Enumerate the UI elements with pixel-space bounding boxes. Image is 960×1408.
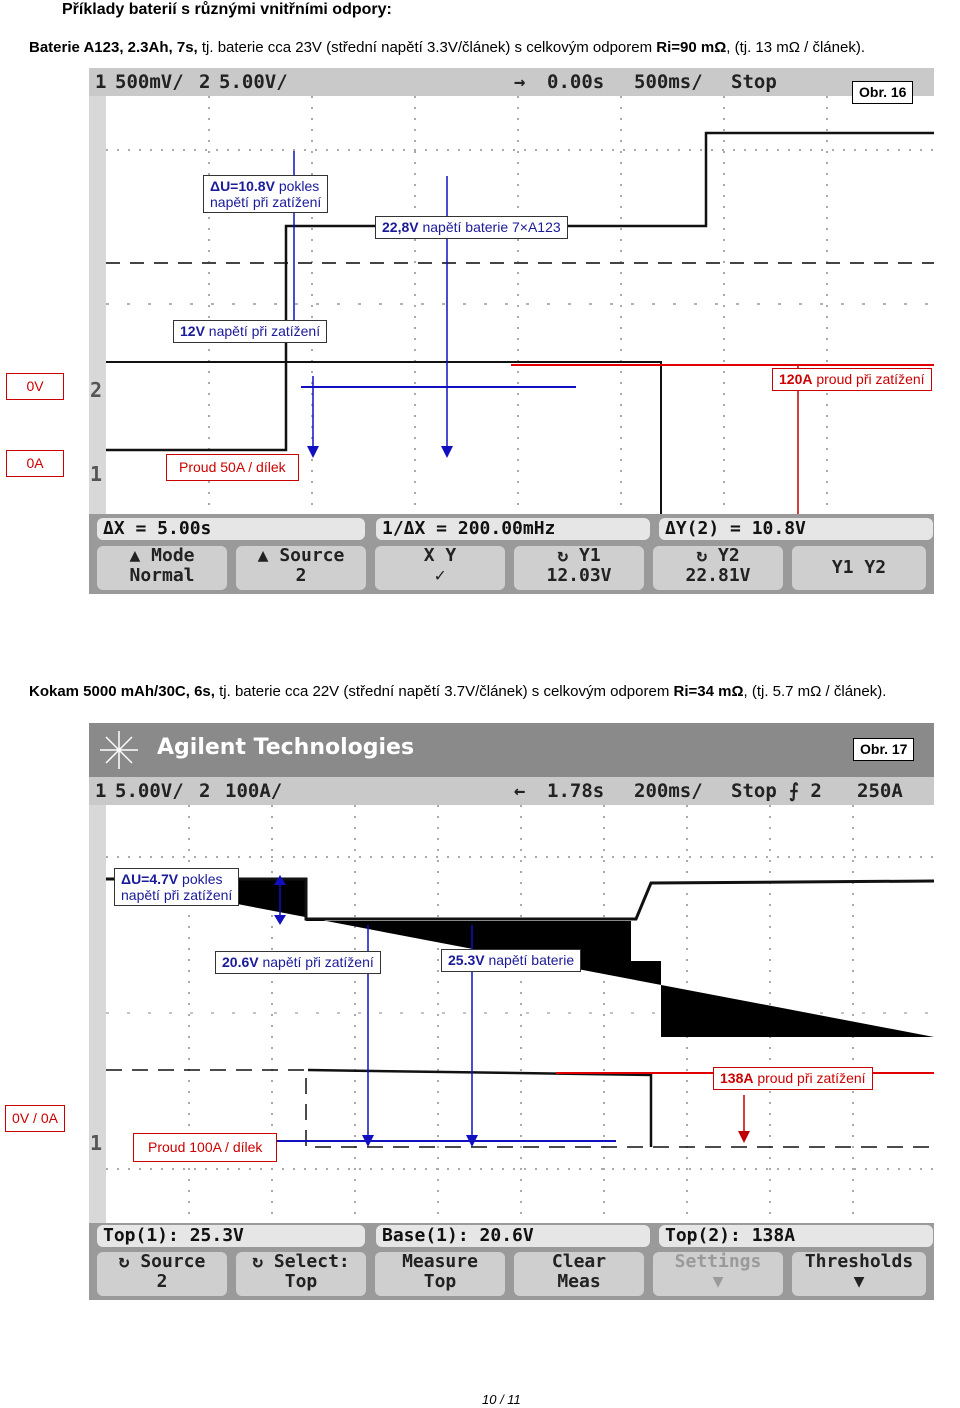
- softkey-y2[interactable]: [653, 546, 783, 590]
- ch1-scale: 5.00V/: [115, 780, 184, 802]
- softkey-value: 2: [156, 1271, 168, 1292]
- ch2-ground-marker: 2: [90, 378, 103, 402]
- trigger-source: ⨍ 2: [789, 780, 822, 802]
- softkey-value: Top: [423, 1271, 457, 1292]
- drop-text-2: napětí při zatížení: [121, 887, 233, 903]
- annot-battery-voltage: [375, 216, 568, 239]
- softkey-value: Meas: [557, 1271, 601, 1292]
- caption-resistance: Ri=90 mΩ: [656, 39, 727, 56]
- measurement-panel: [89, 1223, 934, 1300]
- caption-description: tj. baterie cca 22V (střední napětí 3.7V/článek) s celkovým odporem: [214, 683, 674, 700]
- softkey-value: 2: [295, 565, 307, 586]
- softkey-settings[interactable]: [653, 1252, 783, 1296]
- softkey-measure[interactable]: [375, 1252, 505, 1296]
- softkey-label: Y1 Y2: [831, 557, 887, 578]
- drop-text-2: napětí při zatížení: [210, 194, 322, 210]
- ch2-number: 2: [199, 71, 211, 93]
- ch1-number: 1: [95, 780, 107, 802]
- softkey-label: ↻ Y1: [557, 545, 601, 566]
- ch2-number: 2: [199, 780, 211, 802]
- softkey-label: Settings: [674, 1251, 762, 1272]
- softkey-label: X Y: [423, 545, 457, 566]
- drop-value: ΔU=10.8V: [210, 178, 275, 194]
- measurement-top-1: Top(1): 25.3V: [97, 1225, 365, 1247]
- caption-resistance: Ri=34 mΩ: [673, 683, 744, 700]
- oscilloscope-screen-2: [89, 723, 934, 1300]
- measurement-top-2: Top(2): 138A: [659, 1225, 933, 1247]
- softkey-value: ▼: [712, 1271, 724, 1292]
- softkey-label: ↻ Source: [118, 1251, 206, 1272]
- run-mode: Stop: [731, 780, 777, 802]
- softkey-label: Measure: [402, 1251, 478, 1272]
- softkey-value: Top: [284, 1271, 318, 1292]
- softkey-value: 12.03V: [546, 565, 612, 586]
- time-offset: 1.78s: [547, 780, 605, 802]
- load-text: napětí při zatížení: [258, 954, 374, 970]
- trigger-level: 250A: [857, 780, 903, 802]
- annot-load-voltage: [215, 951, 381, 974]
- current-text: proud při zatížení: [812, 371, 925, 387]
- softkey-mode[interactable]: [97, 546, 227, 590]
- status-bar: [89, 68, 934, 96]
- status-bar: [89, 777, 934, 805]
- softkey-source[interactable]: [97, 1252, 227, 1296]
- figure-label: Obr. 17: [853, 738, 914, 761]
- load-value: 12V: [180, 323, 205, 339]
- annot-load-voltage: [173, 320, 327, 343]
- annot-current-scale: Proud 100A / dílek: [133, 1133, 277, 1162]
- zero-volt-label: 0V: [6, 373, 64, 400]
- softkey-xy[interactable]: [375, 546, 505, 590]
- batt-value: 22,8V: [382, 219, 419, 235]
- section2-caption: [29, 683, 886, 700]
- ch1-number: 1: [95, 71, 107, 93]
- ch1-scale: 500mV/: [115, 71, 184, 93]
- annot-current-scale: Proud 50A / dílek: [166, 454, 299, 481]
- timebase: 200ms/: [634, 780, 703, 802]
- caption-battery-name: Baterie A123, 2.3Ah, 7s,: [29, 39, 198, 56]
- annot-load-current: [713, 1067, 873, 1090]
- measurement-panel: [89, 514, 934, 594]
- oscilloscope-screen-1: [89, 68, 934, 594]
- softkey-y1[interactable]: [514, 546, 644, 590]
- softkey-y1y2[interactable]: [792, 546, 926, 590]
- softkey-label: Clear: [551, 1251, 607, 1272]
- run-mode: Stop: [731, 71, 777, 93]
- ch2-scale: 5.00V/: [219, 71, 288, 93]
- batt-text: napětí baterie 7×A123: [418, 219, 561, 235]
- agilent-spark-icon: [89, 723, 149, 777]
- softkey-label: Thresholds: [804, 1251, 914, 1272]
- softkey-select[interactable]: [236, 1252, 366, 1296]
- measurement-frequency: 1/ΔX = 200.00mHz: [376, 518, 650, 540]
- page-heading: Příklady baterií s různými vnitřními odpory:: [62, 1, 392, 18]
- softkey-label: ↻ Select:: [252, 1251, 350, 1272]
- drop-text: pokles: [178, 871, 223, 887]
- time-ref-arrow: →: [514, 71, 526, 93]
- caption-battery-name: Kokam 5000 mAh/30C, 6s,: [29, 683, 215, 700]
- brand-name: Agilent Technologies: [157, 735, 415, 760]
- batt-text: napětí baterie: [484, 952, 575, 968]
- section1-caption: [29, 39, 865, 56]
- softkey-value: 22.81V: [685, 565, 751, 586]
- zero-label: 0V / 0A: [5, 1105, 65, 1132]
- timebase: 500ms/: [634, 71, 703, 93]
- measurement-delta-y: ΔY(2) = 10.8V: [659, 518, 933, 540]
- softkey-value: ✓: [434, 565, 446, 586]
- annot-load-current: [772, 368, 932, 391]
- softkey-clear-meas[interactable]: [514, 1252, 644, 1296]
- softkey-thresholds[interactable]: [792, 1252, 926, 1296]
- annot-voltage-drop: [203, 175, 328, 213]
- softkey-source[interactable]: [236, 546, 366, 590]
- softkey-label: ▲ Mode: [129, 545, 195, 566]
- current-text: proud při zatížení: [753, 1070, 866, 1086]
- annot-battery-voltage: [441, 949, 581, 972]
- figure-label: Obr. 16: [852, 81, 913, 104]
- softkey-value: ▼: [853, 1271, 865, 1292]
- softkey-label: ▲ Source: [257, 545, 345, 566]
- ch1-ground-marker: 1: [90, 462, 103, 486]
- measurement-base-1: Base(1): 20.6V: [376, 1225, 650, 1247]
- time-offset: 0.00s: [547, 71, 605, 93]
- ch-ground-marker: 1: [90, 1131, 103, 1155]
- time-ref-arrow: ←: [514, 780, 526, 802]
- load-text: napětí při zatížení: [204, 323, 321, 339]
- current-value: 120A: [779, 371, 813, 387]
- page-number: 10 / 11: [482, 1392, 521, 1407]
- drop-text: pokles: [274, 178, 320, 194]
- measurement-delta-x: ΔX = 5.00s: [97, 518, 365, 540]
- zero-amp-label: 0A: [6, 450, 64, 477]
- ch2-scale: 100A/: [225, 780, 283, 802]
- caption-per-cell: , (tj. 13 mΩ / článek).: [726, 39, 865, 56]
- annot-voltage-drop: [114, 868, 239, 906]
- brand-bar: [89, 723, 934, 777]
- load-value: 20.6V: [222, 954, 259, 970]
- caption-description: tj. baterie cca 23V (střední napětí 3.3V/článek) s celkovým odporem: [197, 39, 657, 56]
- caption-per-cell: , (tj. 5.7 mΩ / článek).: [743, 683, 887, 700]
- softkey-value: Normal: [129, 565, 195, 586]
- drop-value: ΔU=4.7V: [121, 871, 179, 887]
- current-value: 138A: [720, 1070, 754, 1086]
- softkey-label: ↻ Y2: [696, 545, 740, 566]
- batt-value: 25.3V: [448, 952, 485, 968]
